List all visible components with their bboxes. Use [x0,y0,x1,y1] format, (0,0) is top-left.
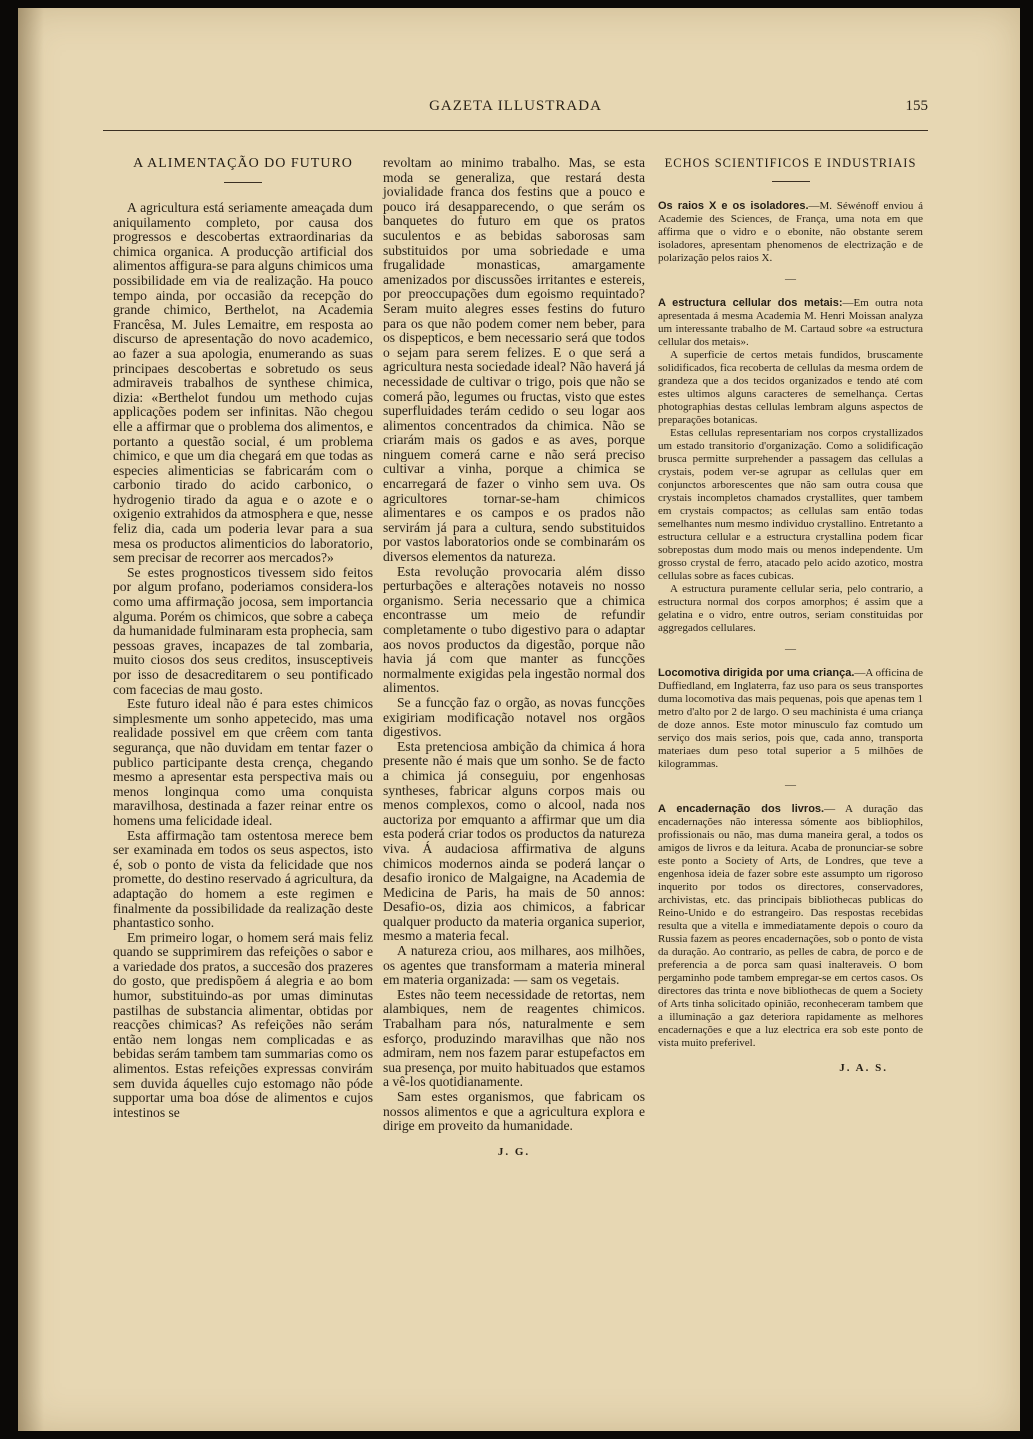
item-heading: Os raios X e os isoladores. [658,200,809,212]
news-item [658,200,923,265]
news-item [658,297,923,635]
paragraph: Este futuro ideal não é para estes chimicos simplesmente um sonho appetecido, mas uma realidade possivel em que crêem com tanta segurança, que não duvidam em tentar fazer o publico participante desta crença, chegando mesmo a apresentar esta perspectiva mais ou menos longinqua como uma conquista maravilhosa, destinada a fazer reinar entre os homens uma felicidade ideal. [113,696,373,828]
paragraph: A natureza criou, aos milhares, aos milhões, os agentes que transformam a materia mineral em materia organizada: — sam os vegetais. [383,943,645,988]
item-text: —M. Séwénoff enviou á Academie des Sciences, de França, uma nota em que affirma que o vidro e o ebonite, não obstante serem isoladores, apresentam phenomenos de electrização e de polarização pelos raios X. [658,200,923,264]
item-separator: — [785,779,796,791]
title-divider [772,181,810,182]
article-body-continued [383,156,645,1134]
item-text: —Em outra nota apresentada á mesma Academia M. Henri Moissan analyza um interessante trabalho de M. Cartaud sobre «a estructura cellular dos metais». [658,297,923,348]
paragraph: Sam estes organismos, que fabricam os nossos alimentos e que a agricultura explora e dirige em proveito da humanidade. [383,1089,645,1134]
paragraph: A superficie de certos metais fundidos, bruscamente solidificados, fica recoberta de cellulas da mesma ordem de grandeza que a dos tecidos organizados e tendo até com estes ultimos alguns caracteres de semelhança. Certas photographias destas cellulas lembram alguns aspectos de preparações botanicas. [658,349,923,426]
section-title: ECHOS SCIENTIFICOS E INDUSTRIAIS [664,156,917,170]
paragraph: Esta revolução provocaria além disso perturbações e alterações notaveis no nosso organismo. Seria necessario que a chimica encontrasse um meio de refundir completamente o tubo digestivo para o adaptar aos novos productos da digestão, porque não havia já com que manter as funcções normalmente exigidas pela ingestão normal dos alimentos. [383,563,645,696]
paragraph: A estructura puramente cellular seria, pelo contrario, a estructura normal dos corpos amorphos; é assim que a gelatina e o vidro, entre outros, seriam constituidas por aggregados cellulares. [658,583,923,634]
column-3 [658,156,923,1074]
item-text: —A officina de Duffiedland, em Inglaterra, faz uso para os seus transportes duma locomotiva das mais pequenas, pois que apenas tem 1 metro d'alto por 2 de largo. O seu machinista é uma criança de doze annos. Este motor minusculo faz comtudo um serviço dos mais serios, pois que, cada anno, transporta materiaes dum peso total superior a 5 milhões de kilogrammas. [658,667,923,770]
article-signature: J. G. [497,1145,531,1158]
header-rule [103,130,928,131]
paragraph: A agricultura está seriamente ameaçada dum aniquilamento completo, por causa dos progressos e descobertas extraordinarias da chimica organica. A producção artificial dos alimentos affigura-se para alguns chimicos uma possibilidade em via de realização. Ha pouco tempo ainda, por occasião da recepção do grande chimico, Berthelot, na Academia Francêsa, M. Jules Lemaitre, em resposta ao discurso de apresentação do novo academico, ao fazer a sua apologia, enumerando as suas principaes descobertas e sobretudo os seus admiraveis trabalhos de synthese chimica, dizia: «Berthelot fundou um methodo cujas applicações podem ser infinitas. Não chegou elle a affirmar que o problema dos alimentos, e portanto a questão social, é um problema chimico, e que um dia chegará em que todas as especies alimenticias se fabricarám com o carbonio tirado do acido carbonico, o hydrogenio tirado da agua e o azote e o oxigenio extrahidos da atmosphera e que, nesse feliz dia, cada um poderia levar para a sua mesa os productos alimenticios do laboratorio, sem precisar de recorrer aos mercados?» [113,200,373,566]
paragraph: revoltam ao minimo trabalho. Mas, se esta moda se generaliza, que restará desta jovialidade franca dos festins que a pouco e pouco irá desapparecendo, o que serám os banquetes do futuro em que os pratos suculentos e as bebidas saborosas sam substituidos por uma sobriedade e uma frugalidade monasticas, amargamente amenizados por discussões irritantes e estereis, por preoccupações dum egoismo requintado? Seram muito alegres esses festins do futuro para os que não podem comer nem beber, para os dispepticos, e bem necessario será que todos o sejam para serem felizes. E o que será a agricultura nesta sociedade ideal? Não haverá já necessidade de cultivar o trigo, pois que não se comerá pão, legumes ou fructas, visto que estes superfluidades terám cedido o seu logar aos alimentos concentrados da chimica. Não se criarám mais os gados e as aves, porque ninguem comerá carne e não será preciso cultivar a vinha, porque a chimica se encarregará de fazer o vinho sem uva. Os agricultores tornar-se-ham chimicos alimentares e os campos e os prados não servirám já para a cultura, sendo substituidos por vastos laboratorios onde se combinarám os diversos elementos da natureza. [383,155,645,565]
paragraph: Em primeiro logar, o homem será mais feliz quando se supprimirem das refeições o sabor e a variedade dos pratos, a succesão dos prazeres do gosto, que predispõem á alegria e ao bom humor, substituindo-as por umas diminutas pastilhas de substancia alimentar, obtidas por reacções chimicas? As refeições não serám então nem longas nem complicadas e as bebidas serám tambem tam summarias como os alimentos. Estas refeições expressas convirám sem duvida áquelles cujo estomago não póde supportar uma boa dóse de alimentos e cujos intestinos se [113,929,373,1120]
page-header [103,98,928,128]
publication-title: GAZETA ILLUSTRADA [429,98,602,114]
paragraph: Esta affirmação tam ostentosa merece bem ser examinada em todos os seus aspectos, isto é, sob o ponto de vista da felicidade que nos promette, do destino reservado á agricultura, da adaptação do homem a este regimen e finalmente da possibilidade da realização deste phantastico sonho. [113,827,373,931]
news-item [658,667,923,771]
paragraph: Se estes prognosticos tivessem sido feitos por algum profano, poderiamos considera-los como uma affirmação jocosa, sem importancia alguma. Porém os chimicos, que sobre a cabeça da humanidade fulminaram esta prophecia, sam pessoas graves, incapazes de tal zombaria, muito ciosos dos seus creditos, insusceptiveis por isso de desacreditarem o seu pontificado com facecias de mau gosto. [113,564,373,697]
paragraph: Esta pretenciosa ambição da chimica á hora presente não é mais que um sonho. Se de facto a chimica já conseguiu, por engenhosas syntheses, fabricar alguns corpos mais ou menos complexos, como o alcool, nada nos auctoriza por emquanto a affirmar que um dia esta poderá criar todos os productos da natureza viva. Á audaciosa affirmativa de alguns chimicos modernos ainda se poderá lançar o desafio ironico de Malgaigne, na Academia de Medicina de Paris, ha mais de 50 annos: Desafio-os, dizia aos chimicos, a fabricar qualquer producto da materia organica superior, mesmo a materia fecal. [383,738,645,944]
item-heading: A estructura cellular dos metais: [658,297,843,309]
article-title: A ALIMENTAÇÃO DO FUTURO [133,156,353,171]
item-text: — A duração das encadernações não interessa sómente aos bibliophilos, profissionais ou não, mas duma maneira geral, a todos os amigos de livros e da leitura. Acaba de pronunciar-se sobre este ponto a Society of Arts, de Londres, que teve a engenhosa ideia de fazer sobre este assumpto um rigoroso inquerito por todos os directores, conservadores, archivistas, etc. das principais bibliothecas publicas do Reino-Unido e do estrangeiro. Das respostas recebidas resulta que a vitella e immediatamente depois o couro da Russia fazem as peores encadernações, sob o ponto de vista da duração. Ao contrario, as pelles de cabra, de porco e de preferencia a de porca sam quasi inalteraveis. O bom pergaminho pode tambem empregar-se em certos casos. Os directores das trinta e nove bibliothecas de quem a Society of Arts tinha solicitado opinião, reconheceram tambem que a illuminação a gaz deteriora rapidamente as melhores encadernações e que a luz electrica era sob este ponto de vista muito preferivel. [658,803,923,1049]
article-body [113,201,373,1120]
paragraph: Estes não teem necessidade de retortas, nem alambiques, nem de reagentes chimicos. Trabalham para nós, naturalmente e sem esforço, produzindo maravilhas que não nos admiram, nem nos fazem parar estupefactos em sua presença, por muito habituados que estamos a vê-los quotidianamente. [383,986,645,1090]
item-separator: — [785,273,796,285]
title-divider [224,182,262,183]
newspaper-page [18,8,1020,1431]
paragraph: Estas cellulas representariam nos corpos crystallizados um estado transitorio d'organização. Como a solidificação brusca permitte surprehender a passagem das cellulas a crystais, podem ver-se agrupar as cellulas quer em conjunctos arborescentes que não sam outra cousa que crystais incompletos chamados crystallites, quer tambem em crystais compactos; as cellulas sam então todas semelhantes num mesmo individuo crystallino. Entretanto a estructura cellular e a estructura crystallina podem ficar sobrepostas dum modo mais ou menos independente. Um grosso crystal de ferro, atacado pelo acido azotico, mostra cellulas sobre as faces cubicas. [658,427,923,582]
column-1 [113,156,373,1120]
page-number: 155 [905,98,928,114]
section-signature: J. A. S. [839,1062,888,1074]
paragraph: Se a funcção faz o orgão, as novas funcções exigiriam modificação notavel nos orgãos digestivos. [383,694,645,740]
column-2 [383,156,645,1158]
item-heading: Locomotiva dirigida por uma criança. [658,667,855,679]
news-item [658,803,923,1050]
page-spine-shadow [18,8,44,1431]
item-separator: — [785,643,796,655]
item-heading: A encadernação dos livros. [658,803,825,815]
